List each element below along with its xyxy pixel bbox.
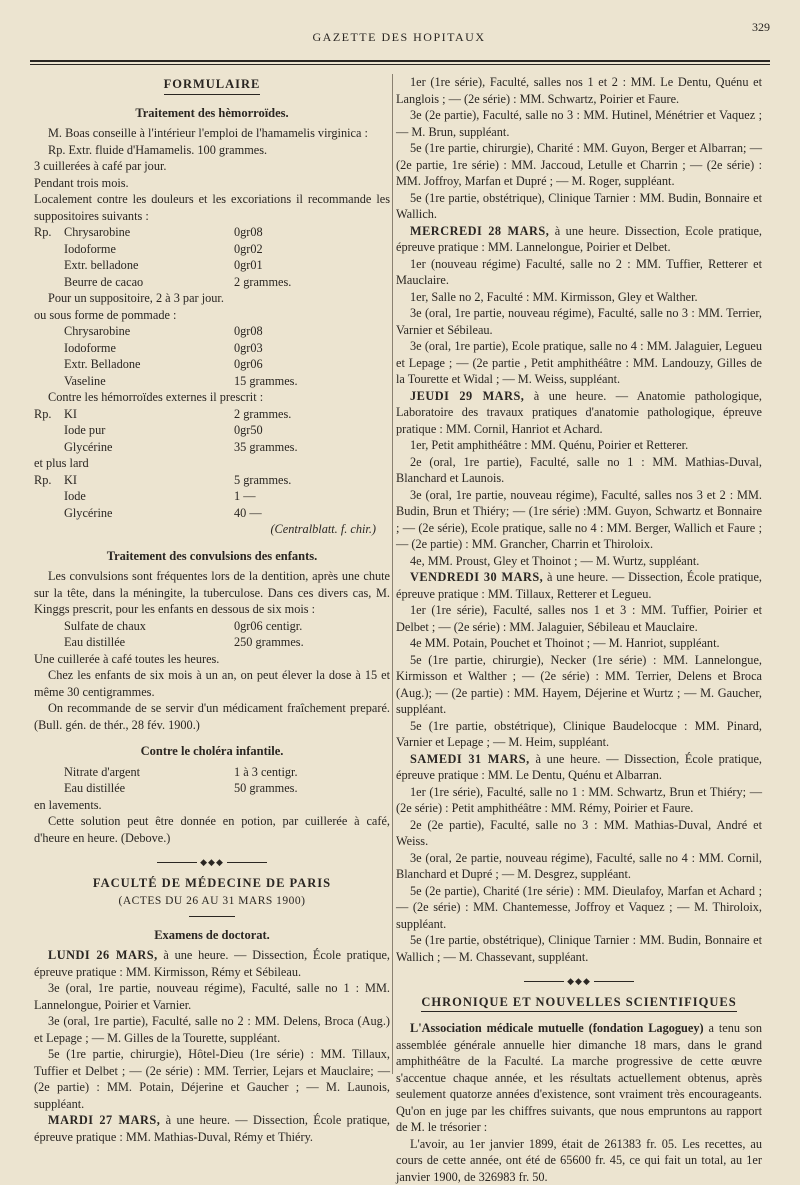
recipe-ingredient: Vaseline <box>64 373 234 390</box>
paragraph: Pour un suppositoire, 2 à 3 par jour. <box>34 290 390 307</box>
recipe-quantity: 15 grammes. <box>234 373 298 390</box>
recipe-quantity: 35 grammes. <box>234 439 298 456</box>
recipe-row <box>34 274 390 291</box>
column-separator <box>392 74 393 1074</box>
exam-entry <box>396 602 762 635</box>
recipe-ingredient: Extr. Belladone <box>64 356 234 373</box>
paragraph-lead: L'Association médicale mutuelle (fondation Lagoguey) <box>410 1021 704 1035</box>
recipe-ingredient: KI <box>64 472 234 489</box>
section-subtitle-faculte: (ACTES DU 26 AU 31 MARS 1900) <box>34 893 390 910</box>
exam-text: 5e (1re partie, chirurgie), Hôtel-Dieu (1re série) : MM. Tillaux, Tuffier et Delbet ; — (2e série) : MM. Terrier, Lejars et Mauclaire; — (2e partie) : MM. Potain, Déjerine et Gaucher ; — M. Launois, suppléant. <box>34 1047 390 1111</box>
recipe-row <box>34 373 390 390</box>
exam-text: 3e (2e partie), Faculté, salle no 3 : MM. Hutinel, Ménétrier et Vaquez ; — M. Brun, suppléant. <box>396 108 762 139</box>
exam-text: 5e (1re partie, obstétrique), Clinique Tarnier : MM. Budin, Bonnaire et Wallich ; — M. Chassevant, suppléant. <box>396 933 762 964</box>
recipe-ingredient: Iodoforme <box>64 241 234 258</box>
exam-entry <box>396 289 762 306</box>
exam-entry <box>396 751 762 784</box>
paragraph: Une cuillerée à café toutes les heures. <box>34 651 390 668</box>
prescription-line: Rp. Extr. fluide d'Hamamelis. 100 grammes. <box>34 142 390 159</box>
exam-entry <box>396 305 762 338</box>
exam-entry <box>396 652 762 718</box>
exam-text: 1er, Petit amphithéâtre : MM. Quénu, Poirier et Retterer. <box>410 438 688 452</box>
recipe-row <box>34 356 390 373</box>
exam-text: 5e (1re partie, chirurgie), Necker (1re série) : MM. Lannelongue, Kirmisson et Walther ; — (2e série) : MM. Terrier, Delens et Broca (Aug.); — (2e partie) : MM. Hayem, Déjerine et Wurtz ; — M. Gaucher, suppléant. <box>396 653 762 717</box>
recipe-row <box>34 472 390 489</box>
recipe-ingredient: Sulfate de chaux <box>64 618 234 635</box>
exam-text: à une heure. — Dissection, École pratique, épreuve pratique : MM. Kirmisson, Rémy et Sébileau. <box>34 948 390 979</box>
paragraph: Contre les hémorroïdes externes il prescrit : <box>34 389 390 406</box>
ornament-divider: ◆◆◆ <box>396 973 762 990</box>
recipe-quantity: 0gr02 <box>234 241 263 258</box>
exam-text: 3e (oral, 1re partie), Ecole pratique, salle no 4 : MM. Jalaguier, Legueu et Lepage ; — (2e partie , Petit amphithéâtre : MM. Landouzy, Gilles de la Tourette et Widal ; — M. Weiss, suppléant. <box>396 339 762 386</box>
exam-text: 3e (oral, 1re partie, nouveau régime), Faculté, salle no 3 : MM. Terrier, Varnier et Sébileau. <box>396 306 762 337</box>
recipe-quantity: 1 à 3 centigr. <box>234 764 298 781</box>
recipe-quantity: 0gr06 <box>234 356 263 373</box>
recipe-row <box>34 340 390 357</box>
right-column <box>396 74 762 1185</box>
ornament-divider: ◆◆◆ <box>34 854 390 871</box>
section-title-formulaire: FORMULAIRE <box>34 76 390 95</box>
recipe-row <box>34 618 390 635</box>
recipe-row <box>34 634 390 651</box>
recipe-row <box>34 241 390 258</box>
recipe-ingredient: Iode <box>64 488 234 505</box>
recipe-label <box>34 634 64 651</box>
exam-entry <box>396 487 762 553</box>
subsection-title-convulsions: Traitement des convulsions des enfants. <box>34 548 390 565</box>
recipe-quantity: 0gr01 <box>234 257 263 274</box>
recipe-label: Rp. <box>34 406 64 423</box>
exam-entry <box>396 107 762 140</box>
recipe-row <box>34 224 390 241</box>
recipe-row <box>34 439 390 456</box>
recipe-quantity: 0gr06 centigr. <box>234 618 302 635</box>
recipe-label: Rp. <box>34 224 64 241</box>
exam-text: à une heure. Dissection, Ecole pratique, épreuve pratique : MM. Lannelongue, Poirier et Delbet. <box>396 224 762 255</box>
recipe-label <box>34 373 64 390</box>
recipe-row <box>34 257 390 274</box>
recipe-quantity: 250 grammes. <box>234 634 304 651</box>
recipe-ingredient: Chrysarobine <box>64 224 234 241</box>
recipe-label <box>34 505 64 522</box>
recipe-label <box>34 274 64 291</box>
recipe-cholera <box>34 764 390 797</box>
exam-text: 3e (oral, 1re partie, nouveau régime), Faculté, salles nos 3 et 2 : MM. Budin, Brun et Thiéry; — (1re série) :MM. Guyon, Schwartz et Bonnaire ; — (2e série), Ecole pratique, salle no 4 : MM. Berger, Wallich et Faure ; — (2e partie) : MM. Grancher, Charrin et Thiroloix. <box>396 488 762 552</box>
paragraph: Chez les enfants de six mois à un an, on peut élever la dose à 15 et même 30 centigrammes. <box>34 667 390 700</box>
exam-day: MARDI 27 MARS, <box>48 1113 160 1127</box>
paragraph: L'avoir, au 1er janvier 1899, était de 261383 fr. 05. Les recettes, au cours de cette année, ont été de 65600 fr. 45, ce qui fait un total, au 1er janvier 1900, de 326983 fr. 50. <box>396 1136 762 1185</box>
exam-text: 1er, Salle no 2, Faculté : MM. Kirmisson, Gley et Walther. <box>410 290 698 304</box>
exam-list-left <box>34 947 390 1145</box>
exam-entry <box>34 1112 390 1145</box>
exam-entry <box>396 784 762 817</box>
exam-text: à une heure. — Dissection, École pratique, épreuve pratique : MM. Tillaux, Retterer et Legueu. <box>396 570 762 601</box>
exam-list-right <box>396 74 762 965</box>
section-title-faculte: FACULTÉ DE MÉDECINE DE PARIS <box>34 875 390 892</box>
paragraph: ou sous forme de pommade : <box>34 307 390 324</box>
paragraph: Les convulsions sont fréquentes lors de la dentition, après une chute sur la tête, dans la méningite, la tuberculose. Dans ces divers cas, M. Kinggs prescrit, pour les enfants en dessous de six mois : <box>34 568 390 618</box>
recipe-label <box>34 488 64 505</box>
page-number: 329 <box>752 20 770 35</box>
recipe-quantity: 40 — <box>234 505 262 522</box>
paragraph: Cette solution peut être donnée en potion, par cuillerée à café, d'heure en heure. (Debove.) <box>34 813 390 846</box>
recipe-label <box>34 356 64 373</box>
exam-day: LUNDI 26 MARS, <box>48 948 158 962</box>
exam-entry <box>396 190 762 223</box>
exam-text: à une heure. — Dissection, École pratique, épreuve pratique : MM. Mathias-Duval, Rémy et Thiéry. <box>34 1113 390 1144</box>
recipe-quantity: 2 grammes. <box>234 274 291 291</box>
exam-entry <box>396 932 762 965</box>
recipe-label <box>34 241 64 258</box>
subsection-title-examens: Examens de doctorat. <box>34 927 390 944</box>
recipe-quantity: 50 grammes. <box>234 780 298 797</box>
recipe-ingredient: Iode pur <box>64 422 234 439</box>
page-header <box>28 20 770 48</box>
exam-entry <box>34 947 390 980</box>
exam-text: 3e (oral, 2e partie, nouveau régime), Faculté, salle no 4 : MM. Cornil, Blanchard et Dupré ; — M. Desgrez, suppléant. <box>396 851 762 882</box>
recipe-label: Rp. <box>34 472 64 489</box>
exam-day: JEUDI 29 MARS, <box>410 389 524 403</box>
paragraph: Pendant trois mois. <box>34 175 390 192</box>
recipe-ki-2 <box>34 472 390 522</box>
exam-entry <box>396 569 762 602</box>
exam-entry <box>396 817 762 850</box>
exam-entry <box>34 1046 390 1112</box>
recipe-ingredient: KI <box>64 406 234 423</box>
recipe-quantity: 1 — <box>234 488 256 505</box>
left-column <box>34 74 390 1145</box>
recipe-ingredient: Eau distillée <box>64 634 234 651</box>
recipe-label <box>34 439 64 456</box>
exam-entry <box>396 388 762 438</box>
recipe-ingredient: Nitrate d'argent <box>64 764 234 781</box>
exam-entry <box>396 883 762 933</box>
recipe-quantity: 2 grammes. <box>234 406 291 423</box>
exam-entry <box>396 338 762 388</box>
header-rule-thick <box>30 60 770 62</box>
recipe-ingredient: Chrysarobine <box>64 323 234 340</box>
recipe-convulsions <box>34 618 390 651</box>
short-rule <box>189 916 235 917</box>
recipe-quantity: 5 grammes. <box>234 472 291 489</box>
recipe-row <box>34 764 390 781</box>
recipe-pommade <box>34 323 390 389</box>
recipe-quantity: 0gr03 <box>234 340 263 357</box>
exam-day: VENDREDI 30 MARS, <box>410 570 543 584</box>
exam-entry <box>396 74 762 107</box>
exam-entry <box>396 553 762 570</box>
exam-entry <box>396 223 762 256</box>
paragraph: et plus lard <box>34 455 390 472</box>
recipe-label <box>34 323 64 340</box>
paragraph: On recommande de se servir d'un médicament fraîchement preparé. (Bull. gén. de thér., 28 fév. 1900.) <box>34 700 390 733</box>
running-head: GAZETTE DES HOPITAUX <box>28 30 770 45</box>
paragraph: Localement contre les douleurs et les excoriations il recommande les suppositoires suivants : <box>34 191 390 224</box>
recipe-row <box>34 780 390 797</box>
recipe-label <box>34 422 64 439</box>
exam-text: à une heure. — Anatomie pathologique, Laboratoire des travaux pratiques d'anatomie pathologique, épreuve pratique : MM. Cornil, Hanriot et Achard. <box>396 389 762 436</box>
recipe-label <box>34 780 64 797</box>
recipe-row <box>34 505 390 522</box>
exam-text: 5e (1re partie, obstétrique), Clinique Baudelocque : MM. Pinard, Varnier et Lepage ; — M. Heim, suppléant. <box>396 719 762 750</box>
recipe-quantity: 0gr08 <box>234 224 263 241</box>
recipe-label <box>34 764 64 781</box>
exam-text: 5e (2e partie), Charité (1re série) : MM. Dieulafoy, Marfan et Achard ; — (2e série) : MM. Chantemesse, Joffroy et Vaquez ; — M. Thiroloix, suppléant. <box>396 884 762 931</box>
paragraph-text: a tenu son assemblée générale annuelle hier dimanche 18 mars, dans le grand amphithéâtre de la Faculté. La marche progressive de cette œuvre s'accentue chaque année, et les résultats actuellement obtenus, après seulement quatorze années d'existence, sont vraiment très encourageants. Qu'on en juge par les chiffres suivants, que nous empruntons au rapport de M. le trésorier : <box>396 1021 762 1134</box>
exam-entry <box>396 635 762 652</box>
exam-text: 5e (1re partie, chirurgie), Charité : MM. Guyon, Berger et Albarran; — (2e partie, 1re série) : MM. Jaccoud, Letulle et Charrin ; — (2e série) : MM. Joffroy, Marfan et Dupré ; — M. Roger, suppléant. <box>396 141 762 188</box>
exam-entry <box>396 256 762 289</box>
exam-text: 3e (oral, 1re partie, nouveau régime), Faculté, salle no 1 : MM. Lannelongue, Poirier et Varnier. <box>34 981 390 1012</box>
exam-entry <box>396 437 762 454</box>
exam-text: 2e (2e partie), Faculté, salle no 3 : MM. Mathias-Duval, André et Weiss. <box>396 818 762 849</box>
exam-entry <box>396 454 762 487</box>
recipe-ki-1 <box>34 406 390 456</box>
exam-text: 4e, MM. Proust, Gley et Thoinot ; — M. Wurtz, suppléant. <box>410 554 699 568</box>
recipe-row <box>34 406 390 423</box>
subsection-title-hemorrhoides: Traitement des hèmorroïdes. <box>34 105 390 122</box>
exam-text: 1er (1re série), Faculté, salles nos 1 et 3 : MM. Tuffier, Poirier et Delbet ; — (2e série) : MM. Jalaguier, Sébileau et Mauclaire. <box>396 603 762 634</box>
exam-text: 5e (1re partie, obstétrique), Clinique Tarnier : MM. Budin, Bonnaire et Wallich. <box>396 191 762 222</box>
exam-day: MERCREDI 28 MARS, <box>410 224 549 238</box>
recipe-suppositoires <box>34 224 390 290</box>
recipe-row <box>34 422 390 439</box>
recipe-ingredient: Eau distillée <box>64 780 234 797</box>
exam-day: SAMEDI 31 MARS, <box>410 752 530 766</box>
recipe-ingredient: Iodoforme <box>64 340 234 357</box>
section-title-chronique: CHRONIQUE ET NOUVELLES SCIENTIFIQUES <box>396 994 762 1013</box>
exam-entry <box>34 1013 390 1046</box>
recipe-row <box>34 323 390 340</box>
exam-text: 4e MM. Potain, Pouchet et Thoinot ; — M. Hanriot, suppléant. <box>410 636 720 650</box>
exam-text: 1er (1re série), Faculté, salle no 1 : MM. Schwartz, Brun et Thiéry; — (2e série) : Petit amphithéâtre : MM. Rémy, Poirier et Faure. <box>396 785 762 816</box>
exam-entry <box>34 980 390 1013</box>
exam-text: 3e (oral, 1re partie), Faculté, salle no 2 : MM. Delens, Broca (Aug.) et Lepage ; — M. Gilles de la Tourette, suppléant. <box>34 1014 390 1045</box>
recipe-label <box>34 257 64 274</box>
exam-text: 1er (nouveau régime) Faculté, salle no 2 : MM. Tuffier, Retterer et Mauclaire. <box>396 257 762 288</box>
recipe-ingredient: Beurre de cacao <box>64 274 234 291</box>
exam-text: à une heure. — Dissection, École pratique, épreuve pratique : MM. Le Dentu, Quénu et Albarran. <box>396 752 762 783</box>
exam-text: 2e (oral, 1re partie), Faculté, salle no 1 : MM. Mathias-Duval, Blanchard et Launois. <box>396 455 762 486</box>
citation: (Centralblatt. f. chir.) <box>34 521 390 538</box>
header-rule-thin <box>30 64 770 65</box>
exam-text: 1er (1re série), Faculté, salles nos 1 et 2 : MM. Le Dentu, Quénu et Langlois ; — (2e série) : MM. Schwartz, Poirier et Faure. <box>396 75 762 106</box>
paragraph: M. Boas conseille à l'intérieur l'emploi de l'hamamelis virginica : <box>34 125 390 142</box>
exam-entry <box>396 718 762 751</box>
recipe-ingredient: Glycérine <box>64 505 234 522</box>
recipe-quantity: 0gr50 <box>234 422 263 439</box>
recipe-quantity: 0gr08 <box>234 323 263 340</box>
recipe-label <box>34 340 64 357</box>
exam-entry <box>396 140 762 190</box>
recipe-ingredient: Glycérine <box>64 439 234 456</box>
paragraph <box>396 1020 762 1136</box>
exam-entry <box>396 850 762 883</box>
paragraph: en lavements. <box>34 797 390 814</box>
paragraph: 3 cuillerées à café par jour. <box>34 158 390 175</box>
subsection-title-cholera: Contre le choléra infantile. <box>34 743 390 760</box>
recipe-ingredient: Extr. belladone <box>64 257 234 274</box>
recipe-label <box>34 618 64 635</box>
recipe-row <box>34 488 390 505</box>
